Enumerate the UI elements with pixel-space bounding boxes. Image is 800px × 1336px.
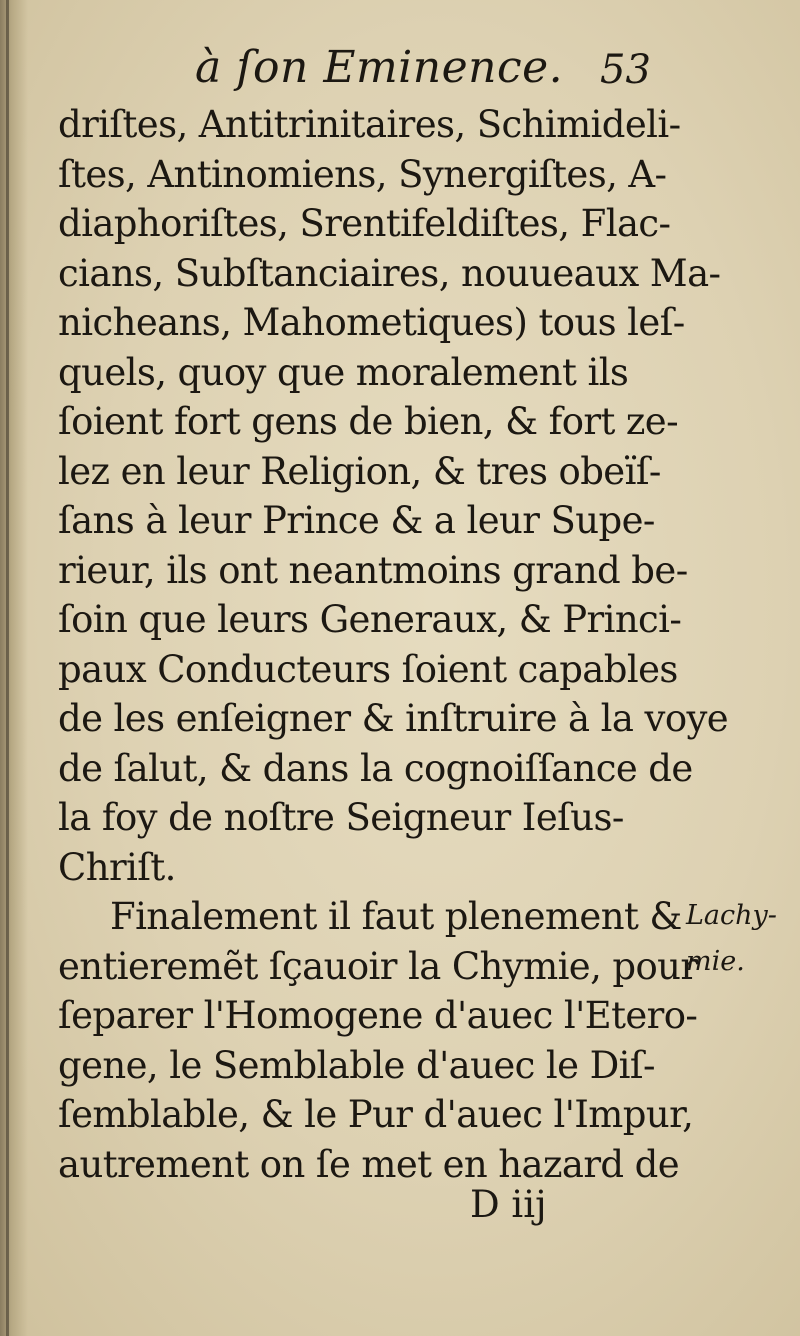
text-line: autrement on ſe met en hazard de: [58, 1142, 680, 1186]
spine-edge: [6, 0, 9, 1336]
text-line: paux Conducteurs ſoient capables: [58, 647, 678, 691]
text-line: cians, Subſtanciaires, nouueaux Ma-: [58, 251, 721, 295]
text-line: de ſalut, & dans la cognoiſſance de: [58, 746, 693, 790]
text-line: quels, quoy que moralement ils: [58, 350, 629, 394]
text-line: nicheans, Mahometiques) tous leſ-: [58, 301, 685, 344]
margin-note-line: Lachy-: [686, 900, 777, 931]
text-line: ſoient fort gens de bien, & fort ze-: [58, 400, 678, 443]
text-line: ſemblable, & le Pur d'auec l'Impur,: [58, 1093, 694, 1136]
spine-shadow: [0, 0, 28, 1336]
text-line: diaphoriſtes, Srentifeldiſtes, Flac-: [58, 202, 671, 245]
text-line: ſtes, Antinomiens, Synergiſtes, A-: [58, 152, 667, 196]
text-line: ſeparer l'Homogene d'auec l'Etero-: [58, 994, 698, 1037]
page-number: 53: [600, 47, 651, 93]
text-line: Chriſt.: [58, 845, 176, 889]
text-line: driſtes, Antitrinitaires, Schimideli-: [58, 103, 681, 146]
margin-note-line: mie.: [686, 946, 745, 977]
margin-note: [686, 893, 796, 985]
paragraph-start-line: Finalement il faut plenement &: [110, 895, 682, 938]
text-line: ſoin que leurs Generaux, & Princi-: [58, 598, 682, 641]
body-text: [58, 100, 729, 1189]
text-line: ſans à leur Prince & a leur Supe-: [58, 499, 655, 542]
text-line: entieremẽt ſçauoir la Chymie, pour: [58, 944, 698, 988]
running-title: à ſon Eminence.: [195, 42, 564, 93]
text-line: de les enſeigner & inſtruire à la voye: [58, 697, 729, 740]
text-line: rieur, ils ont neantmoins grand be-: [58, 548, 688, 592]
text-line: la foy de noſtre Seigneur Ieſus-: [58, 796, 624, 839]
signature-mark: D iij: [470, 1183, 547, 1226]
text-line: gene, le Semblable d'auec le Diſ-: [58, 1043, 655, 1087]
text-line: lez en leur Religion, & tres obeïſ-: [58, 449, 661, 493]
page-header: [0, 42, 800, 102]
